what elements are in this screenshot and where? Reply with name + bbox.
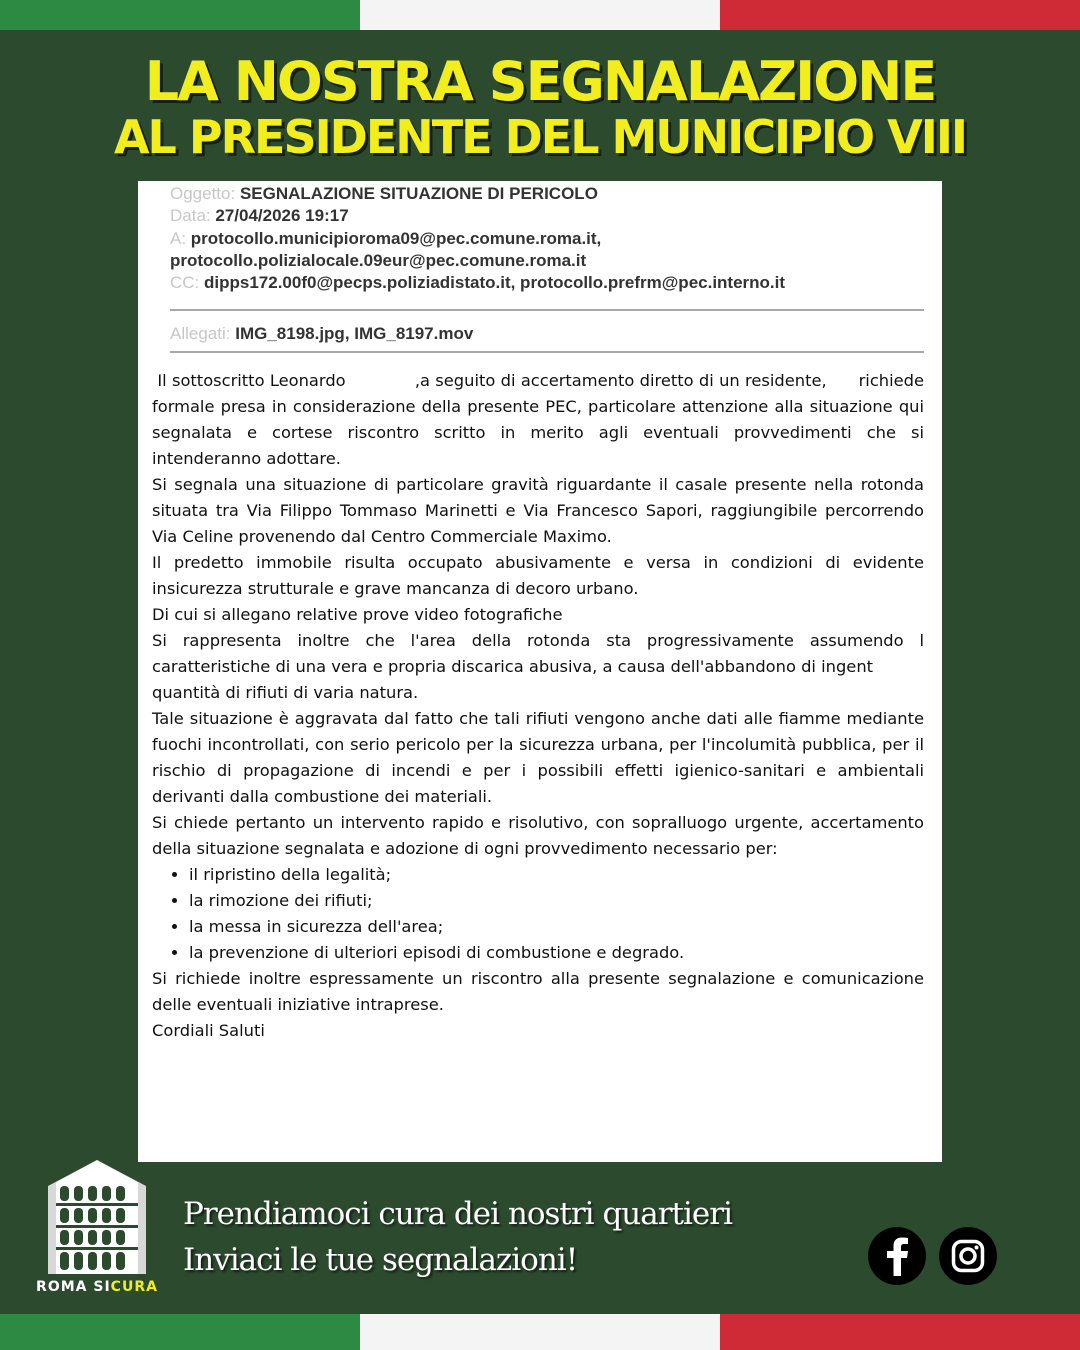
- letter-closing: Cordiali Saluti: [152, 1021, 265, 1040]
- letter-paragraph: Si rappresenta inoltre che l'area della rotonda sta progressivamente assumendo l caratteristiche di una vera e propria discarica abusiva, a causa dell'abbandono di ingent: [152, 631, 924, 676]
- logo-text: ROMA SICURA: [36, 1279, 158, 1295]
- instagram-button[interactable]: [939, 1227, 997, 1285]
- tagline-line2: Inviaci le tue segnalazioni!: [183, 1242, 578, 1278]
- facebook-icon: [882, 1236, 912, 1276]
- list-item: • il ripristino della legalità;: [189, 862, 924, 888]
- divider: [170, 309, 924, 311]
- roma-sicura-logo: [34, 1156, 160, 1301]
- email-subject: SEGNALAZIONE SITUAZIONE DI PERICOLO: [239, 184, 598, 203]
- email-header: [138, 181, 942, 362]
- email-attachments-row: [170, 324, 473, 344]
- italian-flag-bottom: [0, 1314, 1080, 1350]
- page-title-line1: LA NOSTRA SEGNALAZIONE: [144, 50, 936, 113]
- to-label: A:: [170, 229, 187, 248]
- email-date: 27/04/2026 19:17: [215, 206, 349, 225]
- letter-paragraph: Di cui si allegano relative prove video fotografiche: [152, 605, 563, 624]
- colosseum-building-icon: [34, 1156, 160, 1278]
- email-to-row: [170, 229, 601, 249]
- date-label: Data:: [170, 206, 211, 225]
- italian-flag-top: [0, 0, 1080, 30]
- email-to-row-2: [170, 251, 586, 271]
- facebook-button[interactable]: [868, 1227, 926, 1285]
- letter-body: [138, 362, 942, 1162]
- page-title-line2: AL PRESIDENTE DEL MUNICIPIO VIII: [113, 110, 967, 164]
- subject-label: Oggetto:: [170, 184, 236, 203]
- email-subject-row: [170, 184, 598, 204]
- list-item: • la messa in sicurezza dell'area;: [189, 914, 924, 940]
- list-item: • la rimozione dei rifiuti;: [189, 888, 924, 914]
- email-attachments: IMG_8198.jpg, IMG_8197.mov: [235, 324, 474, 343]
- email-to-line2: protocollo.polizialocale.09eur@pec.comune.roma.it: [170, 251, 587, 270]
- letter-text: [152, 368, 930, 1044]
- letter-paragraph: Si chiede pertanto un intervento rapido e risolutivo, con sopralluogo urgente, accertamento della situazione segnalata e adozione di ogni provvedimento necessario per:: [152, 813, 924, 858]
- list-item: • la prevenzione di ulteriori episodi di combustione e degrado.: [189, 940, 924, 966]
- email-cc: dipps172.00f0@pecps.poliziadistato.it, protocollo.prefrm@pec.interno.it: [204, 273, 786, 292]
- letter-paragraph: Si segnala una situazione di particolare gravità riguardante il casale presente nella rotonda situata tra Via Filippo Tommaso Marinetti e Via Francesco Sapori, raggiungibile percorrendo Via Celine provenendo dal Centro Commerciale Maximo.: [152, 475, 924, 546]
- email-date-row: [170, 206, 349, 226]
- attachments-label: Allegati:: [170, 324, 231, 343]
- tagline-line1: Prendiamoci cura dei nostri quartieri: [183, 1196, 733, 1232]
- letter-paragraph: Si richiede inoltre espressamente un riscontro alla presente segnalazione e comunicazione delle eventuali iniziative intraprese.: [152, 969, 924, 1014]
- letter-paragraph: quantità di rifiuti di varia natura.: [152, 683, 419, 702]
- letter-paragraph: Il predetto immobile risulta occupato abusivamente e versa in condizioni di evidente insicurezza strutturale e grave mancanza di decoro urbano.: [152, 553, 924, 598]
- email-to-line1: protocollo.municipioroma09@pec.comune.roma.it,: [190, 229, 602, 248]
- divider: [170, 351, 924, 353]
- request-list: [152, 862, 924, 966]
- instagram-icon: [951, 1239, 985, 1273]
- email-cc-row: [170, 273, 785, 293]
- letter-paragraph: Tale situazione è aggravata dal fatto che tali rifiuti vengono anche dati alle fiamme mediante fuochi incontrollati, con serio pericolo per la sicurezza urbana, per l'incolumità pubblica, per il rischio di propagazione di incendi e per i possibili effetti igienico-sanitari e ambientali derivanti dalla combustione dei materiali.: [152, 709, 924, 806]
- letter-paragraph: Il sottoscritto Leonardo ,a seguito di accertamento diretto di un residente, richiede formale presa in considerazione della presente PEC, particolare attenzione alla situazione qui segnalata e cortese riscontro scritto in merito agli eventuali provvedimenti che si intenderanno adottare.: [152, 371, 930, 468]
- cc-label: CC:: [170, 273, 200, 292]
